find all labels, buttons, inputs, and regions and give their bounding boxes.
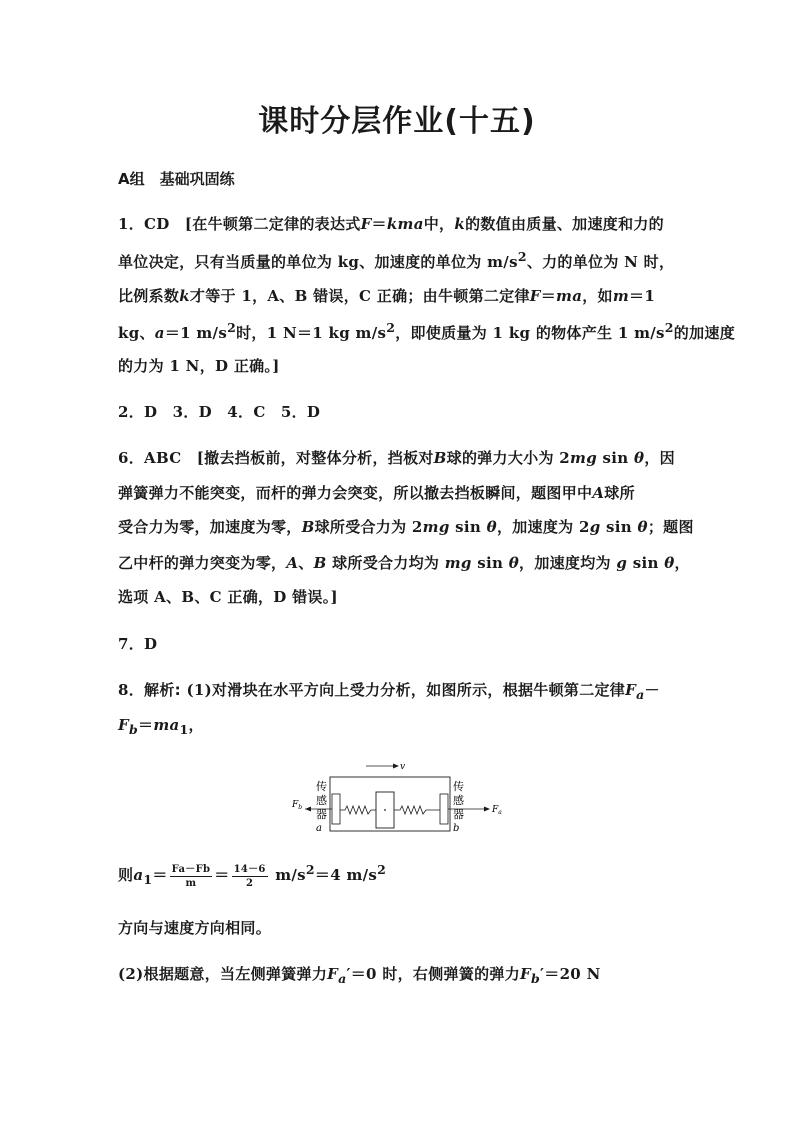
q6-line-1: 6．ABC [撤去挡板前，对整体分析，挡板对B球的弹力大小为 2mg sin θ，因 bbox=[118, 449, 675, 467]
right-sensor-char-1: 传 bbox=[453, 780, 464, 793]
q8-equation: 则$a_1=$ $\frac{Fa-Fb}{m}$ ＝ $\frac{14-6}{2}$ $m/s^2=4$ $m/s^2$ bbox=[118, 862, 387, 889]
q8-line-1: 8．解析: (1)对滑块在水平方向上受力分析，如图所示，根据牛顿第二定律$F_a-$ bbox=[118, 681, 660, 702]
q6-line-2: 弹簧弹力不能突变，而杆的弹力会突变，所以撤去挡板瞬间，题图甲中A球所 bbox=[118, 484, 635, 502]
page-title: 课时分层作业(十五) bbox=[258, 104, 536, 139]
fa-label: $F_a$ bbox=[492, 805, 502, 816]
q8-line-2: $F_b=ma_1$， bbox=[118, 716, 204, 737]
right-spring bbox=[394, 806, 440, 814]
left-plate bbox=[332, 794, 340, 824]
q1-line-2: 单位决定，只有当质量的单位为 kg、加速度的单位为 $m/s^2$、力的单位为 N 时， bbox=[118, 249, 675, 271]
left-spring bbox=[340, 806, 376, 814]
b-label: b bbox=[453, 823, 460, 834]
q2-to-5-answers: 2．D 3．D 4．C 5．D bbox=[118, 403, 321, 421]
right-sensor-char-2: 感 bbox=[453, 794, 464, 807]
slider-sensor-diagram bbox=[288, 757, 508, 837]
q7-answer: 7．D bbox=[118, 635, 158, 653]
fraction-symbolic: $\frac{Fa-Fb}{m}$ bbox=[171, 863, 211, 889]
fa-arrowhead bbox=[484, 807, 490, 812]
q6-line-4: 乙中杆的弹力突变为零，A、B 球所受合力均为 mg sin θ，加速度均为 g sin θ， bbox=[118, 554, 690, 572]
section-heading: A组 基础巩固练 bbox=[118, 170, 235, 188]
fb-arrowhead bbox=[305, 807, 311, 812]
slider-center-dot bbox=[384, 809, 386, 811]
right-plate bbox=[440, 794, 448, 824]
left-sensor-char-3: 器 bbox=[316, 808, 327, 821]
q1-line-5: 的力为 1 N，D 正确。] bbox=[118, 357, 280, 375]
velocity-label: v bbox=[400, 762, 406, 772]
q8-direction: 方向与速度方向相同。 bbox=[118, 919, 272, 937]
velocity-arrowhead bbox=[393, 764, 399, 769]
fb-label: $F_b$ bbox=[292, 800, 303, 811]
left-sensor-char-1: 传 bbox=[316, 780, 327, 793]
q6-line-5: 选项 A、B、C 正确，D 错误。] bbox=[118, 588, 338, 606]
q6-line-3: 受合力为零，加速度为零，B球所受合力为 2mg sin θ，加速度为 2g sin θ；题图 bbox=[118, 518, 694, 536]
right-sensor-char-3: 器 bbox=[453, 808, 464, 821]
a-label: a bbox=[316, 823, 322, 834]
q1-line-1: 1．CD [在牛顿第二定律的表达式F＝kma中，k的数值由质量、加速度和力的 bbox=[118, 215, 664, 233]
q1-line-3: 比例系数k才等于 1，A、B 错误，C 正确；由牛顿第二定律F＝ma，如m＝1 bbox=[118, 287, 656, 305]
fraction-numeric: $\frac{14-6}{2}$ bbox=[233, 863, 266, 889]
left-sensor-char-2: 感 bbox=[316, 794, 327, 807]
q8-part2: (2)根据题意，当左侧弹簧弹力$F_a'=0$ 时，右侧弹簧的弹力$F_b'=20$ N bbox=[118, 965, 601, 986]
q1-line-4: kg、a＝1 $m/s^2$时，1 N＝1 kg $m/s^2$，即使质量为 1 kg 的物体产生 1 $m/s^2$的加速度 bbox=[118, 320, 735, 342]
